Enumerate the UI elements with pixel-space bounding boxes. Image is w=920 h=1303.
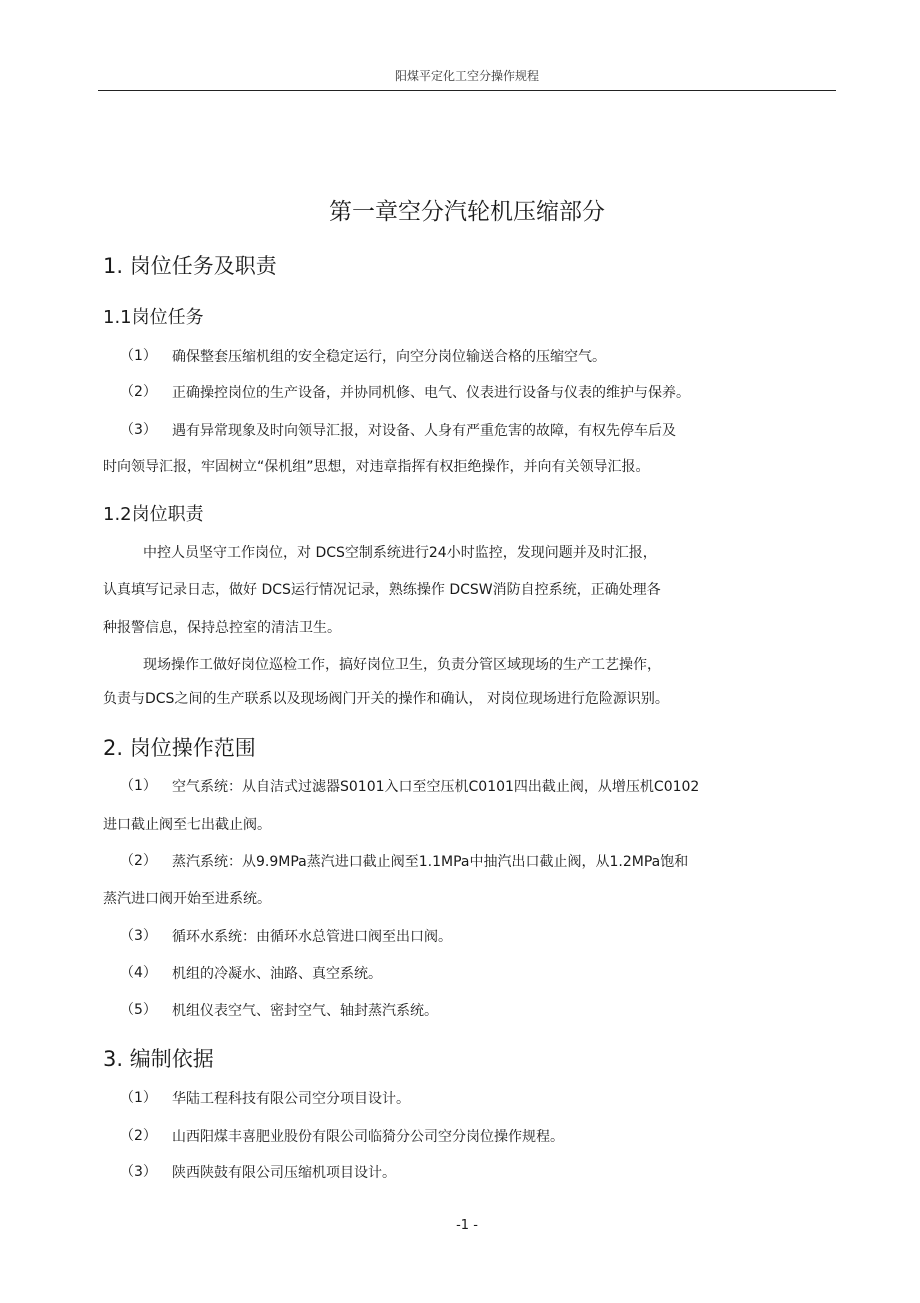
item-number: （2） xyxy=(120,853,157,869)
list-item: 华陆工程科技有限公司空分项目设计。 xyxy=(172,1091,410,1107)
list-item-continuation: 蒸汽进口阀开始至进系统。 xyxy=(103,891,271,907)
item-number: （3） xyxy=(120,928,157,944)
paragraph-line: 中控人员坚守工作岗位，对 DCS空制系统进行24小时监控，发现问题并及时汇报， xyxy=(143,545,657,561)
item-number: （2） xyxy=(120,1128,157,1144)
section-2-heading: 2. 岗位操作范围 xyxy=(103,736,256,760)
list-item: 山西阳煤丰喜肥业股份有限公司临猗分公司空分岗位操作规程。 xyxy=(172,1129,564,1145)
list-item: 遇有异常现象及时向领导汇报，对设备、人身有严重危害的故障，有权先停车后及 xyxy=(172,423,676,439)
chapter-title: 第一章空分汽轮机压缩部分 xyxy=(329,199,605,225)
page-number: -1 - xyxy=(456,1218,478,1233)
list-item: 陕西陕鼓有限公司压缩机项目设计。 xyxy=(172,1165,396,1181)
item-number: （1） xyxy=(120,1090,157,1106)
list-item: 空气系统：从自洁式过滤器S0101入口至空压机C0101四出截止阀，从增压机C0102 xyxy=(172,779,700,795)
list-item: 循环水系统：由循环水总管进口阀至出口阀。 xyxy=(172,929,452,945)
item-number: （5） xyxy=(120,1002,157,1018)
paragraph-line: 种报警信息，保持总控室的清洁卫生。 xyxy=(103,620,341,636)
item-number: （2） xyxy=(120,384,157,400)
item-number: （3） xyxy=(120,422,157,438)
list-item-continuation: 时向领导汇报，牢固树立“保机组”思想，对违章指挥有权拒绝操作，并向有关领导汇报。 xyxy=(103,459,650,475)
running-header: 阳煤平定化工空分操作规程 xyxy=(394,69,539,83)
section-1-heading: 1. 岗位任务及职责 xyxy=(103,254,277,278)
list-item: 机组的冷凝水、油路、真空系统。 xyxy=(172,966,382,982)
paragraph-line: 认真填写记录日志，做好 DCS运行情况记录，熟练操作 DCSW消防自控系统，正确处理各 xyxy=(103,582,661,598)
item-number: （1） xyxy=(120,778,157,794)
item-number: （3） xyxy=(120,1164,157,1180)
item-number: （1） xyxy=(120,348,157,364)
list-item: 机组仪表空气、密封空气、轴封蒸汽系统。 xyxy=(172,1003,438,1019)
section-1-2-heading: 1.2岗位职责 xyxy=(103,504,204,525)
list-item-continuation: 进口截止阀至七出截止阀。 xyxy=(103,817,271,833)
paragraph-line: 负责与DCS之间的生产联系以及现场阀门开关的操作和确认， 对岗位现场进行危险源识别。 xyxy=(103,691,669,707)
item-number: （4） xyxy=(120,965,157,981)
list-item: 确保整套压缩机组的安全稳定运行，向空分岗位输送合格的压缩空气。 xyxy=(172,349,606,365)
paragraph-line: 现场操作工做好岗位巡检工作，搞好岗位卫生，负责分管区域现场的生产工艺操作， xyxy=(143,657,661,673)
header-rule xyxy=(98,90,836,91)
section-1-1-heading: 1.1岗位任务 xyxy=(103,307,204,328)
section-3-heading: 3. 编制依据 xyxy=(103,1047,214,1071)
list-item: 正确操控岗位的生产设备，并协同机修、电气、仪表进行设备与仪表的维护与保养。 xyxy=(172,385,690,401)
list-item: 蒸汽系统：从9.9MPa蒸汽进口截止阀至1.1MPa中抽汽出口截止阀，从1.2MPa饱和 xyxy=(172,854,689,870)
